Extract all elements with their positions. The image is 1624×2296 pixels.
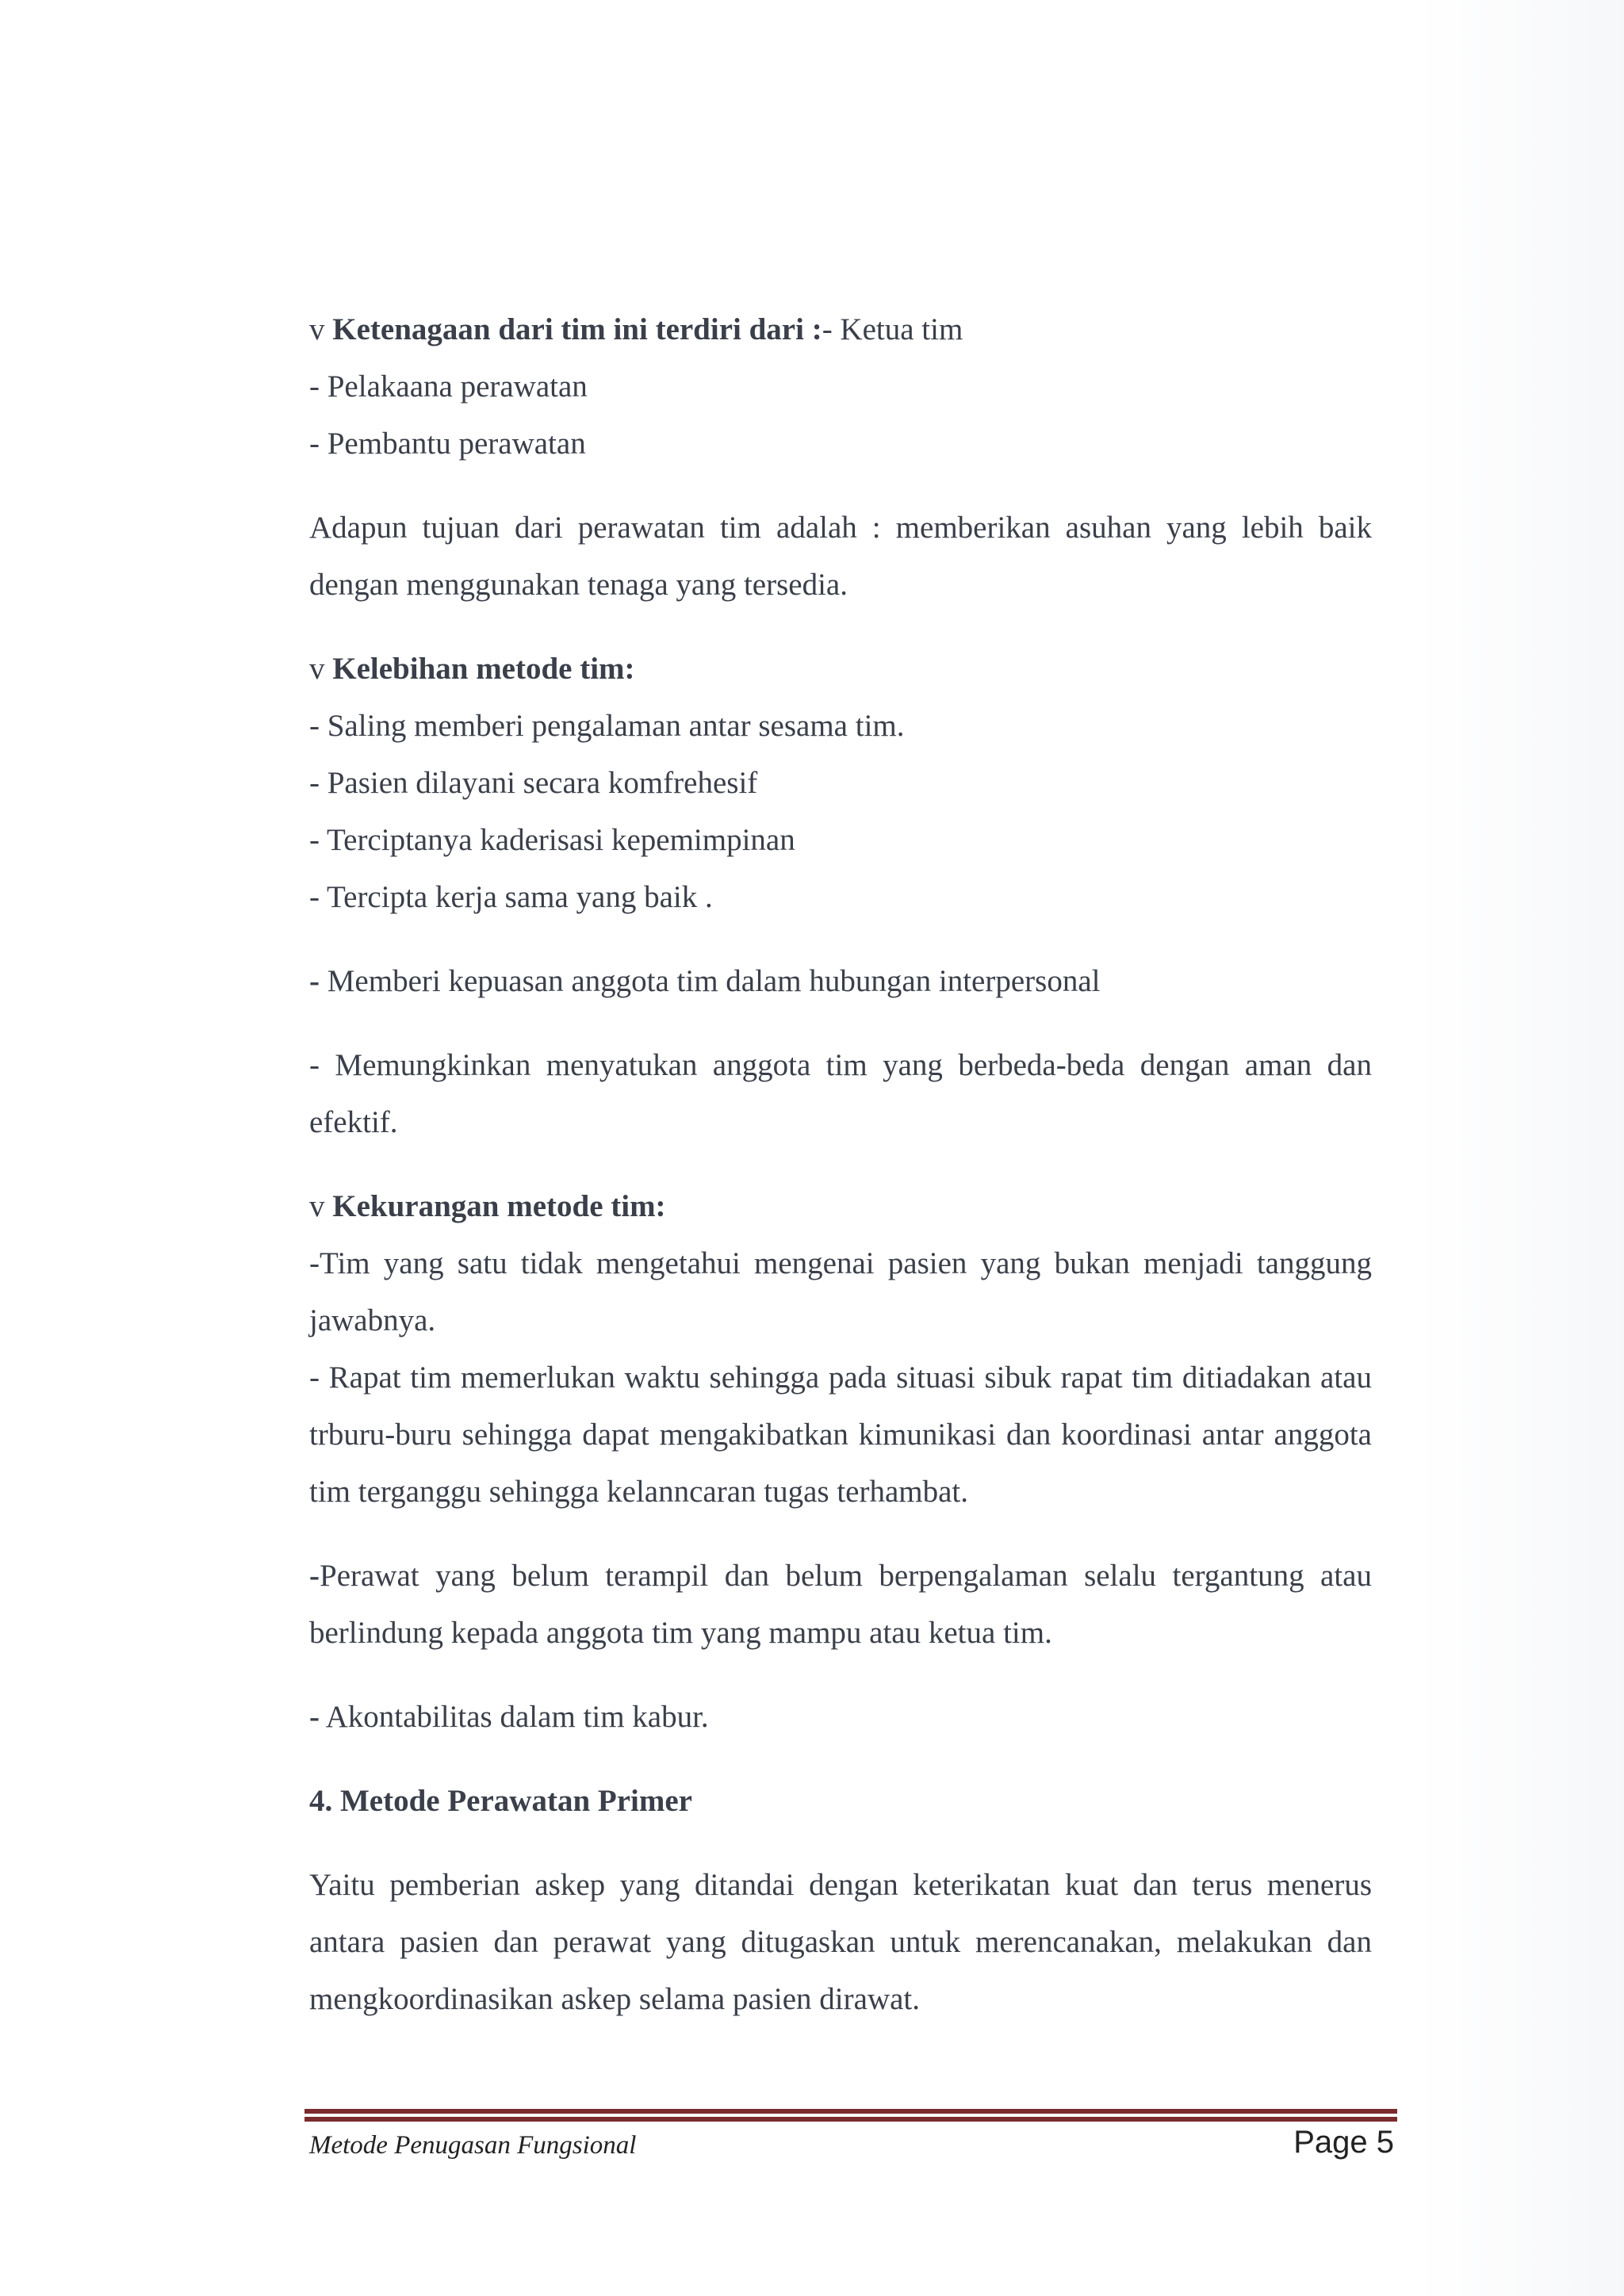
ketenagaan-first-item: - Ketua tim [822, 312, 963, 346]
kelebihan-item: - Memungkinkan menyatukan anggota tim yang berbeda-beda dengan aman dan efektif. [309, 1048, 1372, 1139]
page-edge-shade [1418, 0, 1624, 2296]
kelebihan-item: - Terciptanya kaderisasi kepemimpinan [309, 823, 795, 857]
kekurangan-item [309, 1689, 1372, 1746]
page-body [309, 301, 1372, 2028]
ketenagaan-item: - Pembantu perawatan [309, 427, 586, 461]
footer-divider [304, 2109, 1397, 2122]
tujuan-paragraph: Adapun tujuan dari perawatan tim adalah : memberikan asuhan yang lebih baik dengan menggunakan tenaga yang tersedia. [309, 511, 1372, 602]
kekurangan-item: - Rapat tim memerlukan waktu sehingga pada situasi sibuk rapat tim ditiadakan atau trburu-buru sehingga dapat mengakibatkan kimunikasi dan koordinasi antar anggota tim terganggu sehingga kelanncaran tugas terhambat. [309, 1360, 1372, 1509]
kelebihan-item: - Tercipta kerja sama yang baik . [309, 880, 713, 914]
dash-marker: - [309, 1559, 320, 1593]
ketenagaan-item: - Pelakaana perawatan [309, 369, 588, 404]
page-footer [309, 2122, 1397, 2169]
kekurangan-item: -Tim yang satu tidak mengetahui mengenai pasien yang bukan menjadi tanggung jawabnya. [309, 1246, 1372, 1337]
kelebihan-item: - Saling memberi pengalaman antar sesama tim. [309, 709, 905, 743]
dash-marker: - [309, 1700, 320, 1734]
section-heading: 4. Metode Perawatan Primer [309, 1784, 692, 1818]
kekurangan-item-text: Perawat yang belum terampil dan belum berpengalaman selalu tergantung atau berlindung kepada anggota tim yang mampu atau ketua tim. [309, 1559, 1372, 1650]
kekurangan-item [309, 1548, 1372, 1662]
bullet-marker: v [309, 652, 325, 686]
kelebihan-item-text: Memberi kepuasan anggota tim dalam hubungan interpersonal [320, 964, 1101, 998]
bullet-marker: v [309, 1189, 325, 1223]
footer-title: Metode Penugasan Fungsional [309, 2131, 637, 2160]
primer-paragraph: Yaitu pemberian askep yang ditandai dengan keterikatan kuat dan terus menerus antara pasien dan perawat yang ditugaskan untuk merencanakan, melakukan dan mengkoordinasikan askep selama pasien dirawat. [309, 1868, 1372, 2016]
ketenagaan-heading-line [309, 301, 1372, 358]
kelebihan-item [309, 953, 1372, 1010]
kekurangan-item-text: Akontabilitas dalam tim kabur. [320, 1700, 709, 1734]
kelebihan-heading-line [309, 641, 1372, 698]
kekurangan-heading-line [309, 1178, 1372, 1235]
dash-marker: - [309, 964, 320, 998]
ketenagaan-heading: Ketenagaan dari tim ini terdiri dari : [332, 312, 822, 346]
kelebihan-item: - Pasien dilayani secara komfrehesif [309, 766, 758, 800]
kekurangan-heading: Kekurangan metode tim: [332, 1189, 666, 1223]
kelebihan-heading: Kelebihan metode tim: [332, 652, 635, 686]
bullet-marker: v [309, 312, 325, 346]
page-number: Page 5 [1293, 2125, 1394, 2160]
